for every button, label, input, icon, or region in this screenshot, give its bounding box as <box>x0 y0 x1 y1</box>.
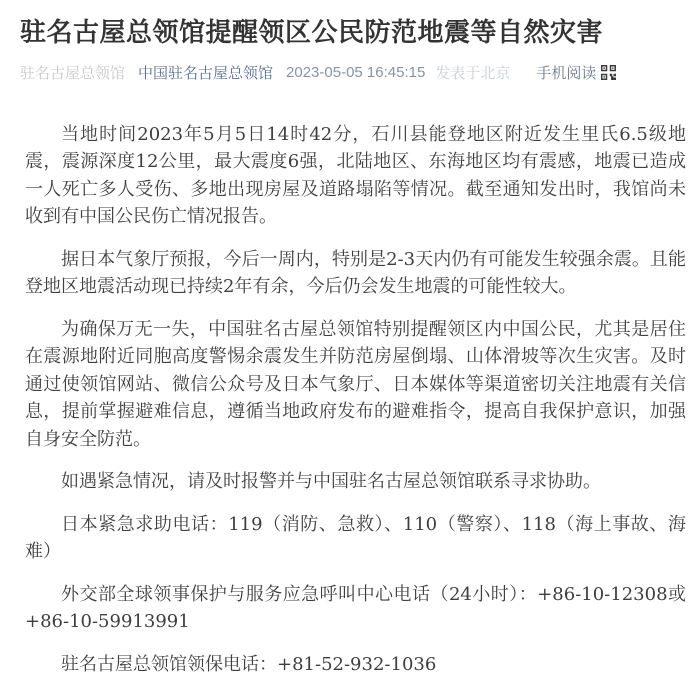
article-meta-line <box>20 62 680 83</box>
article-paragraph: 外交部全球领事保护与服务应急呼叫中心电话（24小时）：+86-10-12308或+86-10-59913991 <box>25 581 686 636</box>
article-paragraph: 日本紧急求助电话：119（消防、急救）、110（警察）、118（海上事故、海难） <box>25 511 686 566</box>
qr-code-icon <box>601 65 616 80</box>
mobile-read-label: 手机阅读 <box>536 62 596 83</box>
page-title: 驻名古屋总领馆提醒领区公民防范地震等自然灾害 <box>20 16 680 49</box>
article-paragraph: 当地时间2023年5月5日14时42分，石川县能登地区附近发生里氏6.5级地震，震源深度12公里，最大震度6强，北陆地区、东海地区均有震感，地震已造成一人死亡多人受伤、多地出现房屋及道路塌陷等情况。截至通知发出时，我馆尚未收到有中国公民伤亡情况报告。 <box>25 121 686 231</box>
article-paragraph: 驻名古屋总领馆领保电话：+81-52-932-1036 <box>25 651 686 678</box>
source-tag: 驻名古屋总领馆 <box>20 62 125 83</box>
publish-timestamp: 2023-05-05 16:45:15 <box>286 64 425 81</box>
article-header <box>0 0 700 83</box>
mobile-read-link[interactable] <box>536 62 616 83</box>
source-account-link[interactable]: 中国驻名古屋总领馆 <box>138 62 273 83</box>
article-paragraph: 为确保万无一失，中国驻名古屋总领馆特别提醒领区内中国公民，尤其是居住在震源地附近同胞高度警惕余震发生并防范房屋倒塌、山体滑坡等次生灾害。及时通过使领馆网站、微信公众号及日本气象厅、日本媒体等渠道密切关注地震有关信息，提前掌握避难信息，遵循当地政府发布的避难指令，提高自我保护意识，加强自身安全防范。 <box>25 316 686 454</box>
publish-location: 发表于北京 <box>435 62 510 83</box>
article-body <box>0 121 700 678</box>
article-paragraph: 如遇紧急情况，请及时报警并与中国驻名古屋总领馆联系寻求协助。 <box>25 468 686 496</box>
article-paragraph: 据日本气象厅预报，今后一周内，特别是2-3天内仍有可能发生较强余震。且能登地区地震活动现已持续2年有余，今后仍会发生地震的可能性较大。 <box>25 246 686 301</box>
